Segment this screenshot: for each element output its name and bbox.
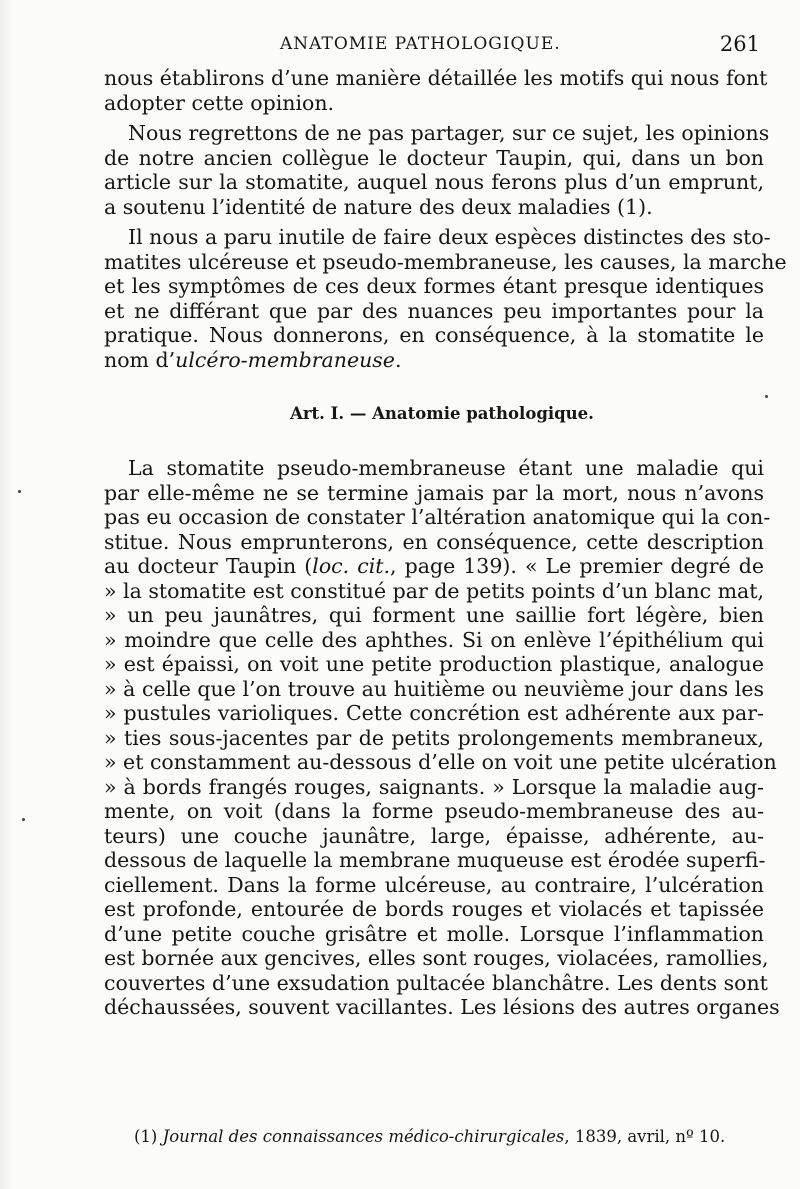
text-line: pratique. Nous donnerons, en conséquence, à la stomatite le <box>104 323 764 347</box>
text-line <box>104 554 764 579</box>
text-line: est bornée aux gencives, elles sont rouges, violacées, ramollies, <box>104 946 769 970</box>
text-line: » est épaissi, on voit une petite production plastique, analogue <box>104 652 764 676</box>
page-number: 261 <box>719 32 760 56</box>
text-line: » un peu jaunâtres, qui forment une saillie fort légère, bien <box>104 603 764 627</box>
section-heading: Art. I. — Anatomie pathologique. <box>290 404 594 423</box>
text-line: article sur la stomatite, auquel nous ferons plus d’un emprunt, <box>104 170 764 194</box>
citation-italic: loc. cit. <box>312 554 391 578</box>
text-line: a soutenu l’identité de nature des deux maladies (1). <box>104 194 653 219</box>
italic-term: ulcéro-membraneuse <box>175 347 395 372</box>
text-line: » à celle que l’on trouve au huitième ou neuvième jour dans les <box>104 676 764 701</box>
text-line: » la stomatite est constitué par de petits points d’un blanc mat, <box>104 578 764 603</box>
text-line: de notre ancien collègue le docteur Taupin, qui, dans un bon <box>104 145 764 170</box>
scan-speck <box>18 490 21 493</box>
footnote-journal: Journal des connaissances médico-chirurgicales <box>162 1127 565 1146</box>
footnote <box>104 1126 764 1148</box>
text-line: » moindre que celle des aphthes. Si on enlève l’épithélium qui <box>104 627 764 652</box>
body-text <box>104 66 787 1020</box>
text-fragment: nom d’ <box>104 347 176 372</box>
page-header <box>104 34 760 64</box>
text-fragment: au docteur Taupin ( <box>104 554 313 578</box>
text-line: d’une petite couche grisâtre et molle. Lorsque l’inflammation <box>104 921 764 946</box>
running-title: ANATOMIE PATHOLOGIQUE. <box>280 34 561 54</box>
text-line: matites ulcéreuse et pseudo-membraneuse, les causes, la marche <box>104 249 787 274</box>
text-fragment: , page 139). « Le premier degré de <box>390 554 764 578</box>
scan-speck <box>765 395 768 398</box>
footnote-details: , 1839, avril, nº 10. <box>564 1127 726 1146</box>
text-line: ciellement. Dans la forme ulcéreuse, au contraire, l’ulcération <box>104 872 764 897</box>
text-line: Nous regrettons de ne pas partager, sur ce sujet, les opinions <box>128 121 770 145</box>
text-line: dessous de laquelle la membrane muqueuse est érodée superfi- <box>104 848 766 872</box>
text-line: adopter cette opinion. <box>104 90 335 115</box>
text-line: » pustules varioliques. Cette concrétion est adhérente aux par- <box>104 701 764 725</box>
scan-speck <box>22 818 25 821</box>
text-line <box>104 348 764 373</box>
text-line: Il nous a paru inutile de faire deux espèces distinctes des sto- <box>128 225 771 249</box>
text-line: » et constamment au-dessous d’elle on voit une petite ulcération <box>104 750 777 774</box>
text-line: » ties sous-jacentes par de petits prolongements membraneux, <box>104 725 764 750</box>
text-line: stitue. Nous emprunterons, en conséquence, cette description <box>104 529 764 554</box>
text-fragment: . <box>394 347 402 372</box>
text-line: et les symptômes de ces deux formes étant presque identiques <box>104 274 764 298</box>
text-line: et ne différant que par des nuances peu importantes pour la <box>104 298 764 323</box>
footnote-marker: (1) <box>134 1127 158 1146</box>
text-line: teurs) une couche jaunâtre, large, épaisse, adhérente, au- <box>104 823 764 848</box>
text-line: mente, on voit (dans la forme pseudo-membraneuse des au- <box>104 799 764 823</box>
text-line: » à bords frangés rouges, saignants. » Lorsque la maladie aug- <box>104 774 764 799</box>
text-line: déchaussées, souvent vacillantes. Les lésions des autres organes <box>104 995 780 1019</box>
text-line: La stomatite pseudo-membraneuse étant une maladie qui <box>128 456 764 480</box>
text-line: nous établirons d’une manière détaillée les motifs qui nous font <box>104 66 768 90</box>
text-line: couvertes d’une exsudation pultacée blanchâtre. Les dents sont <box>104 970 768 995</box>
text-line: est profonde, entourée de bords rouges et violacés et tapissée <box>104 897 764 921</box>
text-line: par elle-même ne se termine jamais par la mort, nous n’avons <box>104 480 764 505</box>
text-line: pas eu occasion de constater l’altération anatomique qui la con- <box>104 505 771 529</box>
